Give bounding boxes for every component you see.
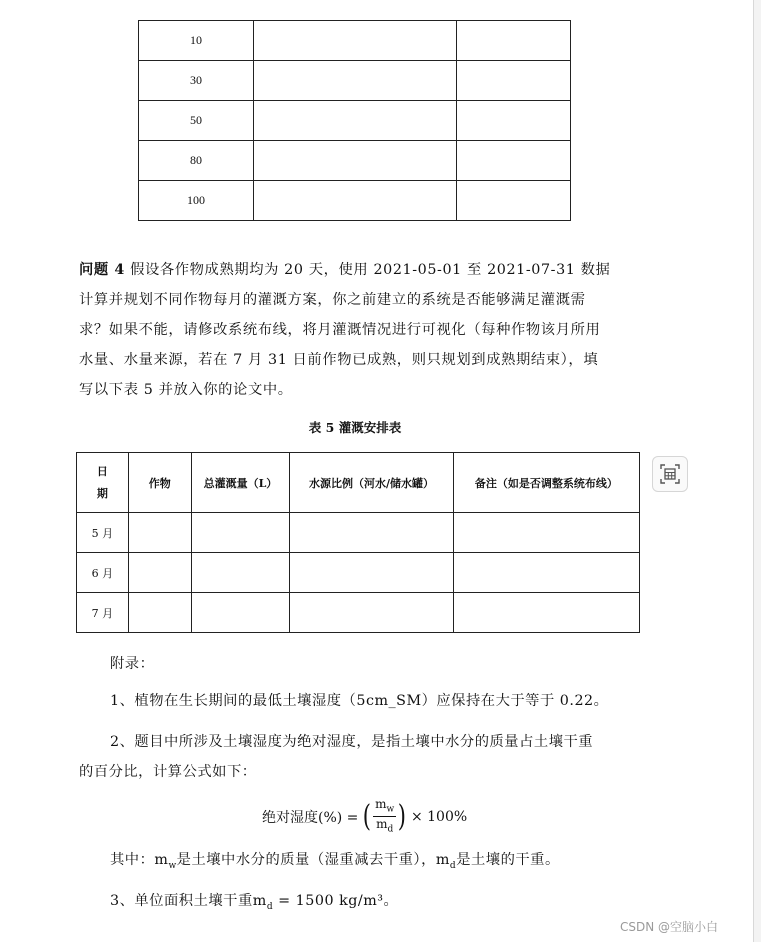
table-cell: [457, 101, 571, 141]
paragraph-line: 写以下表 5 并放入你的论文中。: [79, 382, 293, 398]
table-cell: [290, 513, 453, 553]
header-crop: 作物: [128, 453, 191, 513]
where-text: 是土壤的干重。: [456, 852, 560, 868]
formula-numerator: m: [375, 797, 387, 811]
header-water-source: 水源比例（河水/储水罐）: [290, 453, 453, 513]
table-cell: [290, 553, 453, 593]
table-cell: 10: [139, 21, 254, 61]
table-row: [77, 593, 640, 633]
wind-speed-table: [138, 20, 571, 221]
header-date: [77, 453, 129, 513]
table-row: [139, 101, 571, 141]
table-cell-month: 6 月: [77, 553, 129, 593]
watermark-text: CSDN @空脑小白: [620, 920, 719, 934]
table-cell-month: 5 月: [77, 513, 129, 553]
where-sub: w: [168, 860, 177, 871]
table-cell: [453, 593, 639, 633]
appendix-item-3: [110, 890, 398, 912]
table-cell: [128, 553, 191, 593]
formula-fraction: ( $\frac{m_w}{m_d}$ ): [363, 797, 407, 835]
table-row: [139, 141, 571, 181]
appendix-item-2-continued: 的百分比，计算公式如下：: [79, 764, 257, 780]
appendix-title: 附录：: [110, 656, 155, 672]
header-text: 日: [96, 464, 108, 478]
table-caption: 表 5 灌溉安排表: [308, 420, 402, 435]
table-cell: [254, 61, 457, 101]
table-select-icon: [659, 463, 681, 485]
table-cell: [128, 593, 191, 633]
table-header-row: [77, 453, 640, 513]
table-cell: [453, 553, 639, 593]
table-cell: 100: [139, 181, 254, 221]
table-row: [77, 513, 640, 553]
formula-rhs: × 100%: [410, 808, 468, 825]
table-cell: [453, 513, 639, 553]
table-cell: 80: [139, 141, 254, 181]
page-scroll-gutter[interactable]: [754, 0, 761, 942]
table-cell: [191, 593, 290, 633]
table-cell: 30: [139, 61, 254, 101]
table-cell: [457, 61, 571, 101]
table-cell: [254, 141, 457, 181]
paragraph-line: [79, 255, 639, 285]
table-cell: [254, 21, 457, 61]
table-cell: [128, 513, 191, 553]
formula-denominator: m: [376, 817, 388, 832]
table-cell: [254, 101, 457, 141]
item3-sub: d: [266, 901, 274, 912]
table-cell-month: 7 月: [77, 593, 129, 633]
table-select-button[interactable]: [652, 456, 688, 492]
appendix-item-2: 2、题目中所涉及土壤湿度为绝对湿度，是指土壤中水分的质量占土壤干重: [110, 734, 594, 750]
where-text: 是土壤中水分的质量（湿重减去干重），m: [176, 852, 450, 868]
table-row: [139, 61, 571, 101]
table-cell: [290, 593, 453, 633]
where-text: 其中：m: [110, 852, 169, 868]
question-4-paragraph: [79, 255, 639, 405]
table-cell: [457, 21, 571, 61]
absolute-humidity-formula: [262, 797, 467, 837]
appendix-where-clause: [110, 849, 560, 871]
table-cell: [191, 553, 290, 593]
paragraph-line: 计算并规划不同作物每月的灌溉方案，你之前建立的系统是否能够满足灌溉需: [79, 292, 586, 308]
paragraph-text: 假设各作物成熟期均为 20 天，使用 2021-05-01 至 2021-07-31 数据: [124, 262, 611, 278]
appendix-item-1: 1、植物在生长期间的最低土壤湿度（5cm_SM）应保持在大于等于 0.22。: [110, 693, 609, 709]
formula-denominator-sub: d: [387, 824, 394, 835]
irrigation-schedule-table: [76, 452, 640, 633]
table-row: [77, 553, 640, 593]
table-cell: [254, 181, 457, 221]
table-cell: [191, 513, 290, 553]
item3-text: 3、单位面积土壤干重m: [110, 893, 267, 909]
paragraph-line: 水量、水量来源，若在 7 月 31 日前作物已成熟，则只规划到成熟期结束），填: [79, 352, 599, 368]
formula-lhs: 绝对湿度(%) =: [262, 809, 359, 826]
where-sub: d: [449, 860, 457, 871]
table-cell: 50: [139, 101, 254, 141]
table-cell: [457, 181, 571, 221]
question-label: 问题 4: [79, 262, 125, 278]
table-row: [139, 181, 571, 221]
formula-numerator-sub: w: [386, 804, 395, 815]
table-row: [139, 21, 571, 61]
item3-text: = 1500 kg/m³。: [273, 893, 399, 909]
header-note: 备注（如是否调整系统布线）: [453, 453, 639, 513]
header-text: 期: [96, 486, 108, 500]
table-cell: [457, 141, 571, 181]
header-total-irrigation: 总灌溉量（L）: [191, 453, 290, 513]
paragraph-line: 求？如果不能，请修改系统布线，将月灌溉情况进行可视化（每种作物该月所用: [79, 322, 601, 338]
